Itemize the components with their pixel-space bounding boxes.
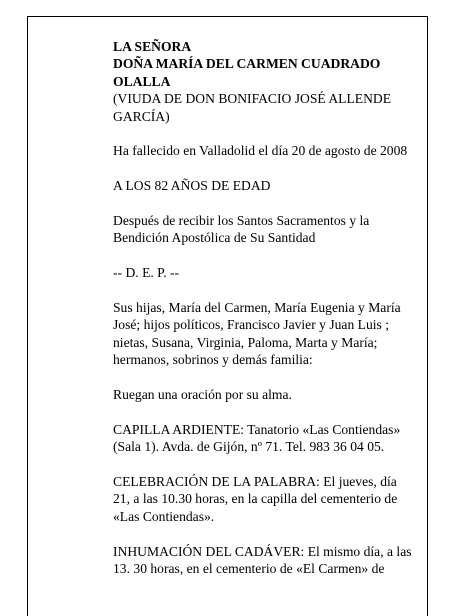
deceased-surname: OLALLA: [113, 73, 171, 89]
obituary-text: [113, 38, 413, 595]
celebration-paragraph: CELEBRACIÓN DE LA PALABRA: El jueves, día 21, a las 10.30 horas, en la capilla del cementerio de «Las Contiendas».: [113, 474, 398, 524]
deceased-name: DOÑA MARÍA DEL CARMEN CUADRADO: [113, 56, 381, 72]
rip-line: -- D. E. P. --: [113, 265, 180, 281]
deceased-heading: [113, 38, 413, 90]
burial-paragraph: INHUMACIÓN DEL CADÁVER: El mismo día, a las 13. 30 horas, en el cementerio de «El Carmen» de: [113, 543, 412, 577]
prayer-line: Ruegan una oración por su alma.: [113, 387, 292, 403]
widow-of-line: (VIUDA DE DON BONIFACIO JOSÉ ALLENDE GARCÍA): [113, 91, 392, 124]
sacraments-line: Después de recibir los Santos Sacramentos y la Bendición Apostólica de Su Santidad: [113, 213, 370, 246]
title-honorific: LA SEÑORA: [113, 39, 192, 54]
death-announcement: Ha fallecido en Valladolid el día 20 de agosto de 2008: [113, 143, 408, 159]
chapel-paragraph: CAPILLA ARDIENTE: Tanatorio «Las Contiendas» (Sala 1). Avda. de Gijón, nº 71. Tel. 983 36 04 05.: [113, 421, 401, 455]
age-line: A LOS 82 AÑOS DE EDAD: [113, 178, 271, 194]
family-paragraph: Sus hijas, María del Carmen, María Eugenia y María José; hijos políticos, Francisco Javier y Juan Luis ; nietas, Susana, Virginia, Paloma, Marta y María; hermanos, sobrinos y demás familia:: [113, 300, 401, 368]
